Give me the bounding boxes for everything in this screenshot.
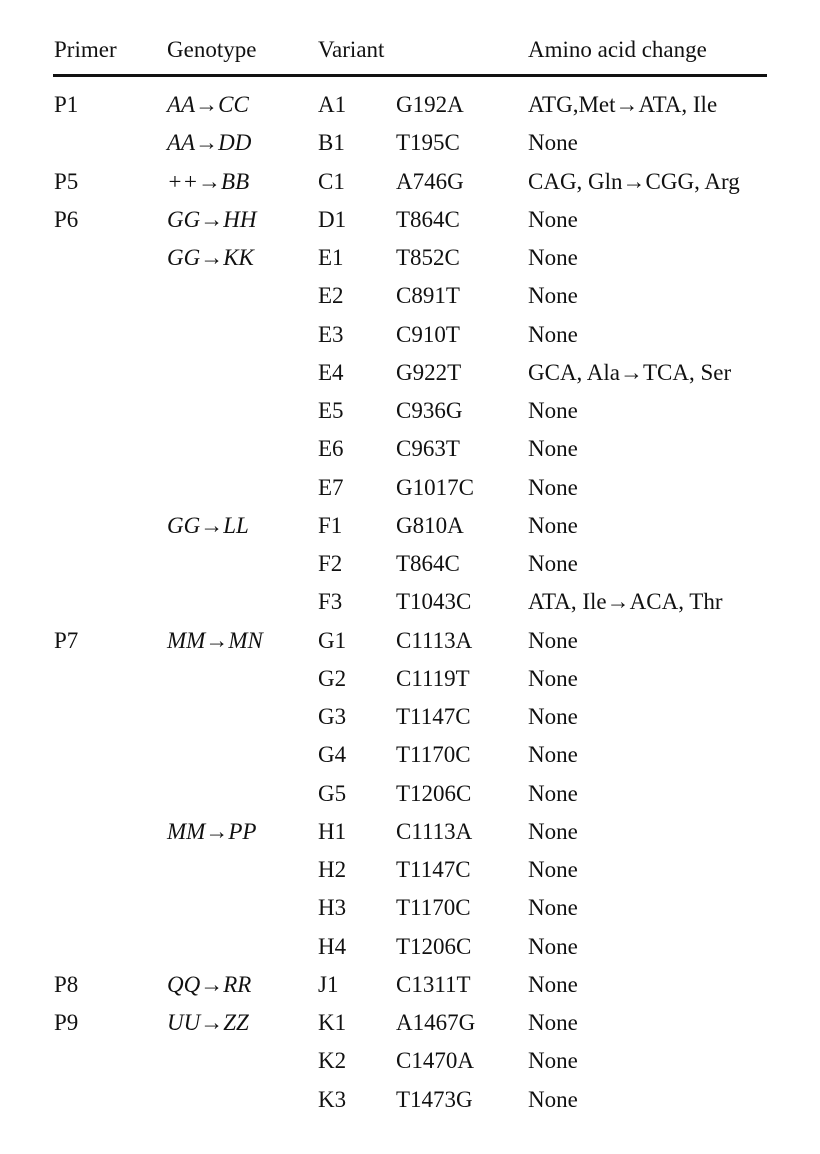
cell-variant: G2 [318, 665, 347, 691]
cell-amino-acid-change: None [528, 933, 578, 959]
cell-genotype: MM→MN [167, 627, 263, 653]
cell-amino-acid-change: None [528, 245, 578, 270]
cell-variant: K2 [318, 1048, 347, 1074]
cell-primer: P7 [54, 627, 79, 653]
cell-mutation: T1043C [396, 589, 472, 615]
cell-primer: P6 [54, 206, 79, 232]
cell-variant: J1 [318, 971, 339, 997]
cell-mutation: T864C [396, 551, 460, 576]
cell-variant: A1 [318, 92, 347, 117]
cell-variant: E6 [318, 436, 344, 462]
cell-amino-acid-change: None [528, 283, 578, 309]
cell-mutation: T1206C [396, 780, 472, 806]
cell-genotype: QQ→RR [167, 971, 252, 997]
cell-amino-acid-change: None [528, 1048, 578, 1074]
cell-variant: H4 [318, 933, 347, 959]
cell-amino-acid-change: CAG, Gln→CGG, Arg [528, 168, 740, 194]
header-genotype: Genotype [167, 37, 257, 62]
cell-mutation: T1147C [396, 857, 471, 882]
cell-amino-acid-change: None [528, 398, 578, 423]
cell-mutation: T864C [396, 206, 460, 232]
cell-mutation: T852C [396, 245, 460, 270]
cell-amino-acid-change: None [528, 474, 578, 500]
cell-amino-acid-change: None [528, 1010, 578, 1035]
cell-variant: E2 [318, 283, 344, 309]
cell-primer: P8 [54, 971, 79, 997]
cell-variant: E5 [318, 398, 344, 423]
cell-amino-acid-change: None [528, 130, 578, 156]
cell-variant: H1 [318, 818, 347, 844]
cell-amino-acid-change: None [528, 321, 578, 347]
cell-amino-acid-change: None [528, 665, 578, 691]
cell-variant: F2 [318, 551, 343, 576]
cell-variant: E7 [318, 474, 344, 500]
cell-variant: K3 [318, 1086, 347, 1112]
cell-mutation: T1170C [396, 895, 471, 921]
cell-amino-acid-change: None [528, 512, 578, 538]
cell-amino-acid-change: None [528, 436, 578, 462]
cell-amino-acid-change: None [528, 704, 578, 729]
cell-mutation: T1147C [396, 704, 471, 729]
cell-amino-acid-change: GCA, Ala→TCA, Ser [528, 359, 732, 385]
cell-amino-acid-change: None [528, 206, 578, 232]
cell-variant: C1 [318, 168, 345, 194]
header-amino-acid-change: Amino acid change [528, 37, 707, 62]
cell-mutation: T1206C [396, 933, 472, 959]
cell-variant: F3 [318, 589, 343, 615]
cell-variant: E4 [318, 359, 344, 385]
cell-variant: G3 [318, 704, 347, 729]
cell-mutation: G1017C [396, 474, 474, 500]
cell-genotype: MM→PP [167, 818, 257, 844]
cell-amino-acid-change: ATA, Ile→ACA, Thr [528, 589, 723, 615]
header-primer: Primer [54, 37, 117, 62]
cell-variant: G1 [318, 627, 347, 653]
cell-genotype: GG→LL [167, 512, 249, 538]
cell-variant: D1 [318, 206, 347, 232]
cell-mutation: T1473G [396, 1086, 473, 1112]
cell-mutation: C936G [396, 398, 463, 423]
cell-primer: P9 [54, 1010, 79, 1035]
cell-genotype: UU→ZZ [167, 1010, 249, 1035]
cell-variant: G5 [318, 780, 347, 806]
cell-amino-acid-change: None [528, 971, 578, 997]
cell-amino-acid-change: None [528, 818, 578, 844]
cell-mutation: C891T [396, 283, 460, 309]
cell-mutation: C1113A [396, 627, 473, 653]
cell-amino-acid-change: None [528, 551, 578, 576]
cell-mutation: C1119T [396, 665, 470, 691]
cell-primer: P5 [54, 168, 79, 194]
cell-variant: K1 [318, 1010, 347, 1035]
cell-genotype: GG→HH [167, 206, 257, 232]
cell-amino-acid-change: None [528, 857, 578, 882]
cell-variant: G4 [318, 742, 347, 768]
cell-genotype: GG→KK [167, 245, 254, 270]
cell-genotype: ++→BB [167, 168, 250, 194]
cell-variant: H3 [318, 895, 347, 921]
cell-genotype: AA→CC [167, 92, 249, 117]
cell-mutation: G810A [396, 512, 464, 538]
cell-mutation: A746G [396, 168, 464, 194]
cell-mutation: C1470A [396, 1048, 474, 1074]
cell-mutation: G922T [396, 359, 462, 385]
cell-mutation: C963T [396, 436, 460, 462]
cell-variant: B1 [318, 130, 345, 156]
cell-variant: F1 [318, 512, 343, 538]
cell-amino-acid-change: None [528, 895, 578, 921]
cell-variant: E3 [318, 321, 344, 347]
cell-variant: E1 [318, 245, 344, 270]
cell-mutation: C1311T [396, 971, 471, 997]
cell-amino-acid-change: ATG,Met→ATA, Ile [528, 92, 718, 117]
header-rule [53, 74, 767, 77]
cell-amino-acid-change: None [528, 742, 578, 768]
cell-genotype: AA→DD [167, 130, 252, 156]
cell-primer: P1 [54, 92, 79, 117]
cell-mutation: G192A [396, 92, 464, 117]
cell-mutation: C1113A [396, 818, 473, 844]
cell-mutation: A1467G [396, 1010, 476, 1035]
cell-amino-acid-change: None [528, 627, 578, 653]
cell-amino-acid-change: None [528, 780, 578, 806]
cell-amino-acid-change: None [528, 1086, 578, 1112]
cell-mutation: C910T [396, 321, 460, 347]
cell-mutation: T195C [396, 130, 460, 156]
cell-variant: H2 [318, 857, 347, 882]
header-variant: Variant [318, 37, 385, 62]
cell-mutation: T1170C [396, 742, 471, 768]
